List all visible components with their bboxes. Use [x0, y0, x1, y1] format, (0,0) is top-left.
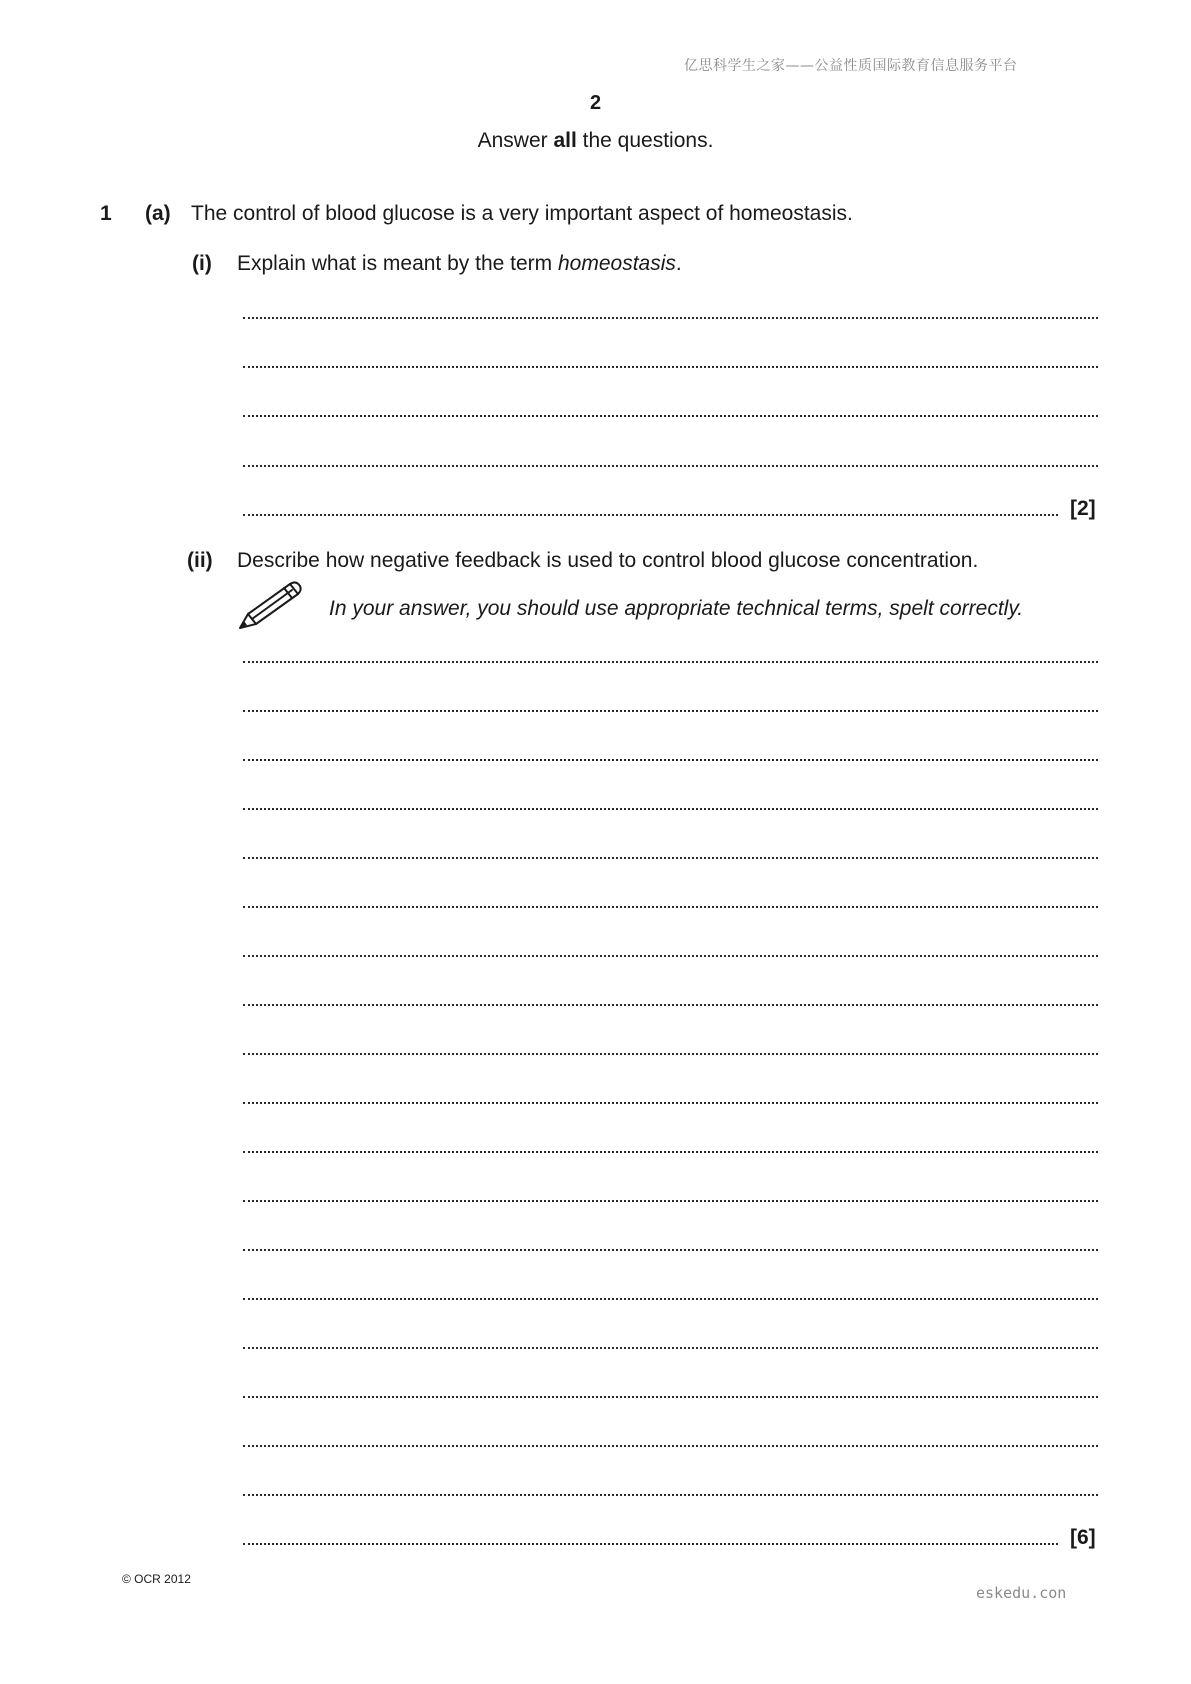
sub-ii-label: (ii) [187, 549, 213, 572]
qwc-note: In your answer, you should use appropriate technical terms, spelt correctly. [329, 597, 1024, 620]
instruction [0, 129, 1191, 153]
part-a-text: The control of blood glucose is a very important aspect of homeostasis. [191, 202, 853, 225]
answer-line[interactable] [243, 1396, 1098, 1398]
answer-line[interactable] [243, 1347, 1098, 1349]
answer-line[interactable] [243, 1200, 1098, 1202]
answer-line[interactable] [243, 1151, 1098, 1153]
sub-i-label: (i) [192, 252, 212, 275]
sub-i-text [237, 252, 682, 276]
instruction-before: Answer [477, 129, 554, 152]
part-a-label: (a) [145, 202, 171, 225]
sub-i-text-after: . [675, 252, 682, 275]
answer-line[interactable] [243, 759, 1098, 761]
answer-line[interactable] [243, 1004, 1098, 1006]
answer-line[interactable] [243, 1298, 1098, 1300]
answer-line[interactable] [243, 710, 1098, 712]
answer-line[interactable] [243, 1102, 1098, 1104]
sub-i-text-before: Explain what is meant by the term [237, 252, 558, 275]
answer-line[interactable] [243, 808, 1098, 810]
answer-line[interactable] [243, 514, 1058, 516]
answer-line[interactable] [243, 857, 1098, 859]
question-number: 1 [100, 202, 112, 225]
instruction-after: the questions. [576, 129, 714, 152]
answer-line[interactable] [243, 906, 1098, 908]
marks-i: [2] [1070, 497, 1096, 520]
sub-i-term: homeostasis [557, 252, 676, 275]
answer-line[interactable] [243, 661, 1098, 663]
answer-line[interactable] [243, 1445, 1098, 1447]
answer-line[interactable] [243, 1543, 1058, 1545]
answer-line[interactable] [243, 1053, 1098, 1055]
pencil-icon [236, 578, 304, 632]
sub-ii-text: Describe how negative feedback is used to control blood glucose concentration. [237, 549, 979, 572]
instruction-bold: all [553, 129, 577, 152]
watermark-footer: eskedu.con [976, 1584, 1067, 1602]
watermark-header: 亿思科学生之家——公益性质国际教育信息服务平台 [684, 58, 1018, 74]
page-number: 2 [589, 92, 602, 114]
answer-line[interactable] [243, 415, 1098, 417]
answer-line[interactable] [243, 955, 1098, 957]
answer-line[interactable] [243, 465, 1098, 467]
marks-ii: [6] [1070, 1526, 1096, 1549]
answer-line[interactable] [243, 366, 1098, 368]
copyright: © OCR 2012 [122, 1572, 191, 1586]
answer-line[interactable] [243, 1494, 1098, 1496]
answer-line[interactable] [243, 1249, 1098, 1251]
answer-line[interactable] [243, 317, 1098, 319]
